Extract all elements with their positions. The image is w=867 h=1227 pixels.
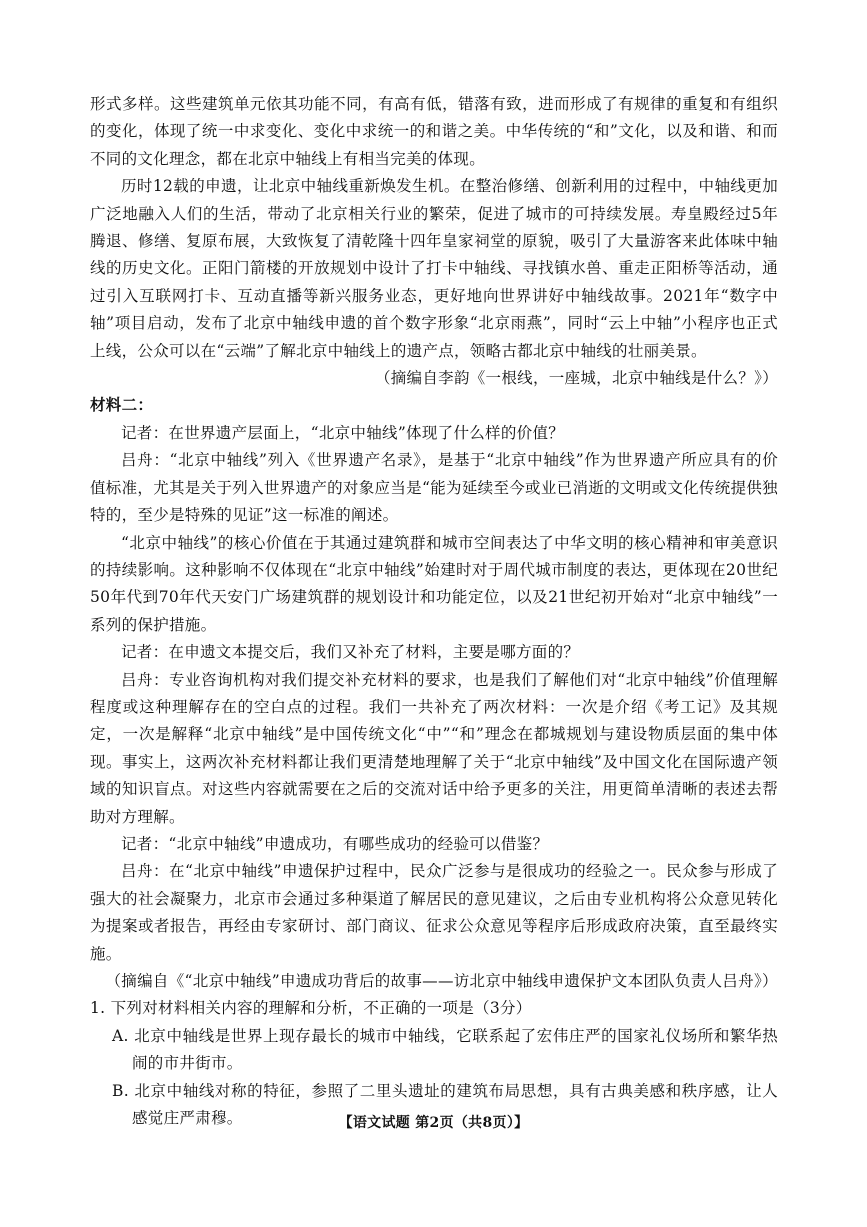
question-stem: 1. 下列对材料相关内容的理解和分析，不正确的一项是（3分） — [90, 999, 532, 1018]
interview-answer-1-continued: “北京中轴线”的核心价值在于其通过建筑群和城市空间表达了中华文明的核心精神和审美意识的持续影响。这种影响不仅体现在“北京中轴线”始建时对于周代城市制度的表达，更体现在20世纪50年代到70年代天安门广场建筑群的规划设计和功能定位，以及21世纪初开始对“北京中轴线”一系列的保护措施。 — [90, 533, 778, 634]
interview-question-1: 记者：在世界遗产层面上，“北京中轴线”体现了什么样的价值？ — [121, 423, 565, 442]
source-citation-1: （摘编自李韵《一根线，一座城，北京中轴线是什么？》） — [374, 369, 778, 388]
interview-answer-2: 吕舟：专业咨询机构对我们提交补充材料的要求，也是我们了解他们对“北京中轴线”价值理解程度或这种理解存在的空白点的过程。我们一共补充了两次材料：一次是介绍《考工记》及其规定，一次是解释“北京中轴线”是中国传统文化“中”“和”理念在都城规划与建设物质层面的集中体现。事实上，这两次补充材料都让我们更清楚地理解了关于“北京中轴线”及中国文化在国际遗产领域的知识盲点。对这些内容就需要在之后的交流对话中给予更多的关注，用更简单清晰的表述去帮助对方理解。 — [90, 670, 778, 826]
paragraph-zhongzhou-revival: 历时12载的申遗，让北京中轴线重新焕发生机。在整治修缮、创新利用的过程中，中轴线更加广泛地融入人们的生活，带动了北京相关行业的繁荣，促进了城市的可持续发展。寿皇殿经过5年腾退、修缮、复原布展，大致恢复了清乾隆十四年皇家祠堂的原貌，吸引了大量游客来此体味中轴线的历史文化。正阳门箭楼的开放规划中设计了打卡中轴线、寻找镇水兽、重走正阳桥等活动，通过引入互联网打卡、互动直播等新兴服务业态，更好地向世界讲好中轴线故事。2021年“数字中轴”项目启动，发布了北京中轴线申遗的首个数字形象“北京雨燕”，同时“云上中轴”小程序也正式上线，公众可以在“云端”了解北京中轴线上的遗产点，领略古都北京中轴线的壮丽美景。 — [90, 177, 778, 360]
source-citation-2: （摘编自《“北京中轴线”申遗成功背后的故事——访北京中轴线申遗保护文本团队负责人吕舟》） — [105, 972, 778, 990]
interview-answer-3: 吕舟：在“北京中轴线”申遗保护过程中，民众广泛参与是很成功的经验之一。民众参与形成了强大的社会凝聚力，北京市会通过多种渠道了解居民的意见建议，之后由专业机构将公众意见转化为提案或者报告，再经由专家研讨、部门商议、征求公众意见等程序后形成政府决策，直至最终实施。 — [90, 862, 778, 963]
interview-question-3: 记者：“北京中轴线”申遗成功，有哪些成功的经验可以借鉴？ — [121, 834, 549, 853]
paragraph-continued: 形式多样。这些建筑单元依其功能不同，有高有低，错落有致，进而形成了有规律的重复和有组织的变化，体现了统一中求变化、变化中求统一的和谐之美。中华传统的“和”文化，以及和谐、和而不同的文化理念，都在北京中轴线上有相当完美的体现。 — [90, 95, 778, 168]
interview-question-2: 记者：在申遗文本提交后，我们又补充了材料，主要是哪方面的？ — [121, 643, 580, 662]
page-footer: 【语文试题 第2页（共8页）】 — [338, 1115, 529, 1131]
material-2-heading: 材料二： — [90, 396, 154, 415]
interview-answer-1: 吕舟：“北京中轴线”列入《世界遗产名录》，是基于“北京中轴线”作为世界遗产所应具有的价值标准，尤其是关于列入世界遗产的对象应当是“能为延续至今或业已消逝的文明或文化传统提供独特的，至少是特殊的见证”这一标准的阐述。 — [90, 451, 778, 525]
page-content — [90, 91, 778, 1132]
question-option-b: B. 北京中轴线对称的特征，参照了二里头遗址的建筑布局思想，具有古典美感和秩序感，让人感觉庄严肃穆。 — [112, 1081, 778, 1128]
question-option-a: A. 北京中轴线是世界上现存最长的城市中轴线，它联系起了宏伟庄严的国家礼仪场所和繁华热闹的市井街市。 — [112, 1026, 778, 1073]
